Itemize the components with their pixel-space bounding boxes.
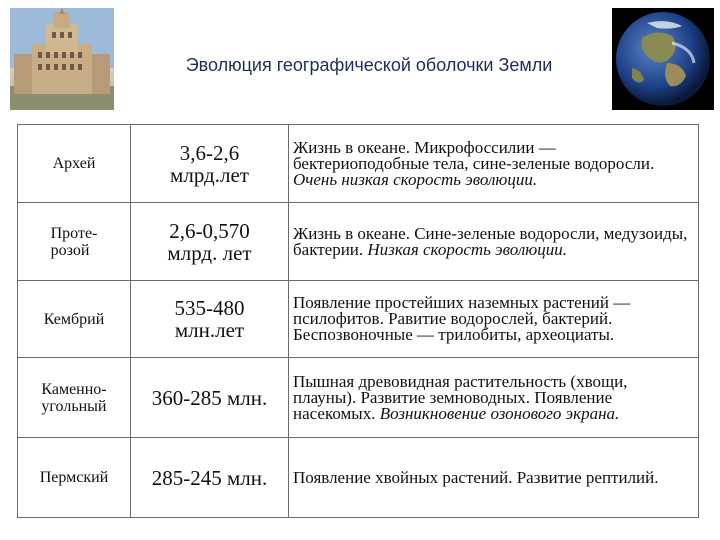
table-row <box>18 281 699 358</box>
era-name: Пермский <box>39 469 109 486</box>
description-emphasis: Низкая скорость эволюции. <box>367 239 568 259</box>
table-row <box>18 438 699 518</box>
description-cell <box>289 125 699 203</box>
description-emphasis: Возникновение озонового экрана. <box>379 403 620 423</box>
age-range: 2,6-0,570 <box>169 218 250 243</box>
page-title: Эволюция географической оболочки Земли <box>185 55 553 75</box>
era-cell <box>18 125 131 203</box>
age-range: 535-480 <box>174 296 245 320</box>
age-unit: млн.лет <box>174 318 245 342</box>
description-text: Появление простейших наземных растений — псилофитов. Равитие водорослей, бактерий. Беспозвоночные — трилобиты, археоциаты. <box>293 293 631 344</box>
description-text: Жизнь в океане. Микрофоссилии — бектериоподобные тела, сине-зеленые водоросли. <box>293 137 655 173</box>
age-cell <box>131 203 289 281</box>
era-name-line2: розой <box>50 241 90 259</box>
description-cell <box>289 281 699 358</box>
age-cell <box>131 438 289 518</box>
geologic-eras-table <box>17 124 699 518</box>
age-unit: млрд.лет <box>170 162 249 187</box>
university-building-photo <box>10 8 114 110</box>
table-row <box>18 358 699 438</box>
age-cell <box>131 281 289 358</box>
description-cell <box>289 203 699 281</box>
description-cell <box>289 438 699 518</box>
era-name: Кембрий <box>43 310 105 328</box>
table-row <box>18 203 699 281</box>
description-text: Жизнь в океане. Сине-зеленые водоросли, медузоиды, бактерии. <box>293 223 688 259</box>
era-name-line1: Каменно- <box>41 380 107 398</box>
description-text: Пышная древовидная растительность (хвощи, плауны). Развитие земноводных. Появление насекомых. <box>293 371 628 423</box>
description-emphasis: Очень низкая скорость эволюции. <box>293 169 538 189</box>
era-cell <box>18 358 131 438</box>
age-range: 285-245 млн. <box>151 465 268 490</box>
earth-globe-photo <box>612 8 714 110</box>
era-cell <box>18 438 131 518</box>
table-row <box>18 125 699 203</box>
era-name-line1: Проте- <box>50 224 98 242</box>
description-text: Появление хвойных растений. Развитие рептилий. <box>293 467 659 487</box>
age-range: 3,6-2,6 <box>179 140 240 165</box>
age-cell <box>131 125 289 203</box>
description-cell <box>289 358 699 438</box>
age-range: 360-285 млн. <box>151 385 268 410</box>
era-name: Архей <box>52 155 96 172</box>
era-name-line2: угольный <box>41 397 107 415</box>
era-cell <box>18 203 131 281</box>
era-cell <box>18 281 131 358</box>
age-cell <box>131 358 289 438</box>
age-unit: млрд. лет <box>167 240 252 265</box>
